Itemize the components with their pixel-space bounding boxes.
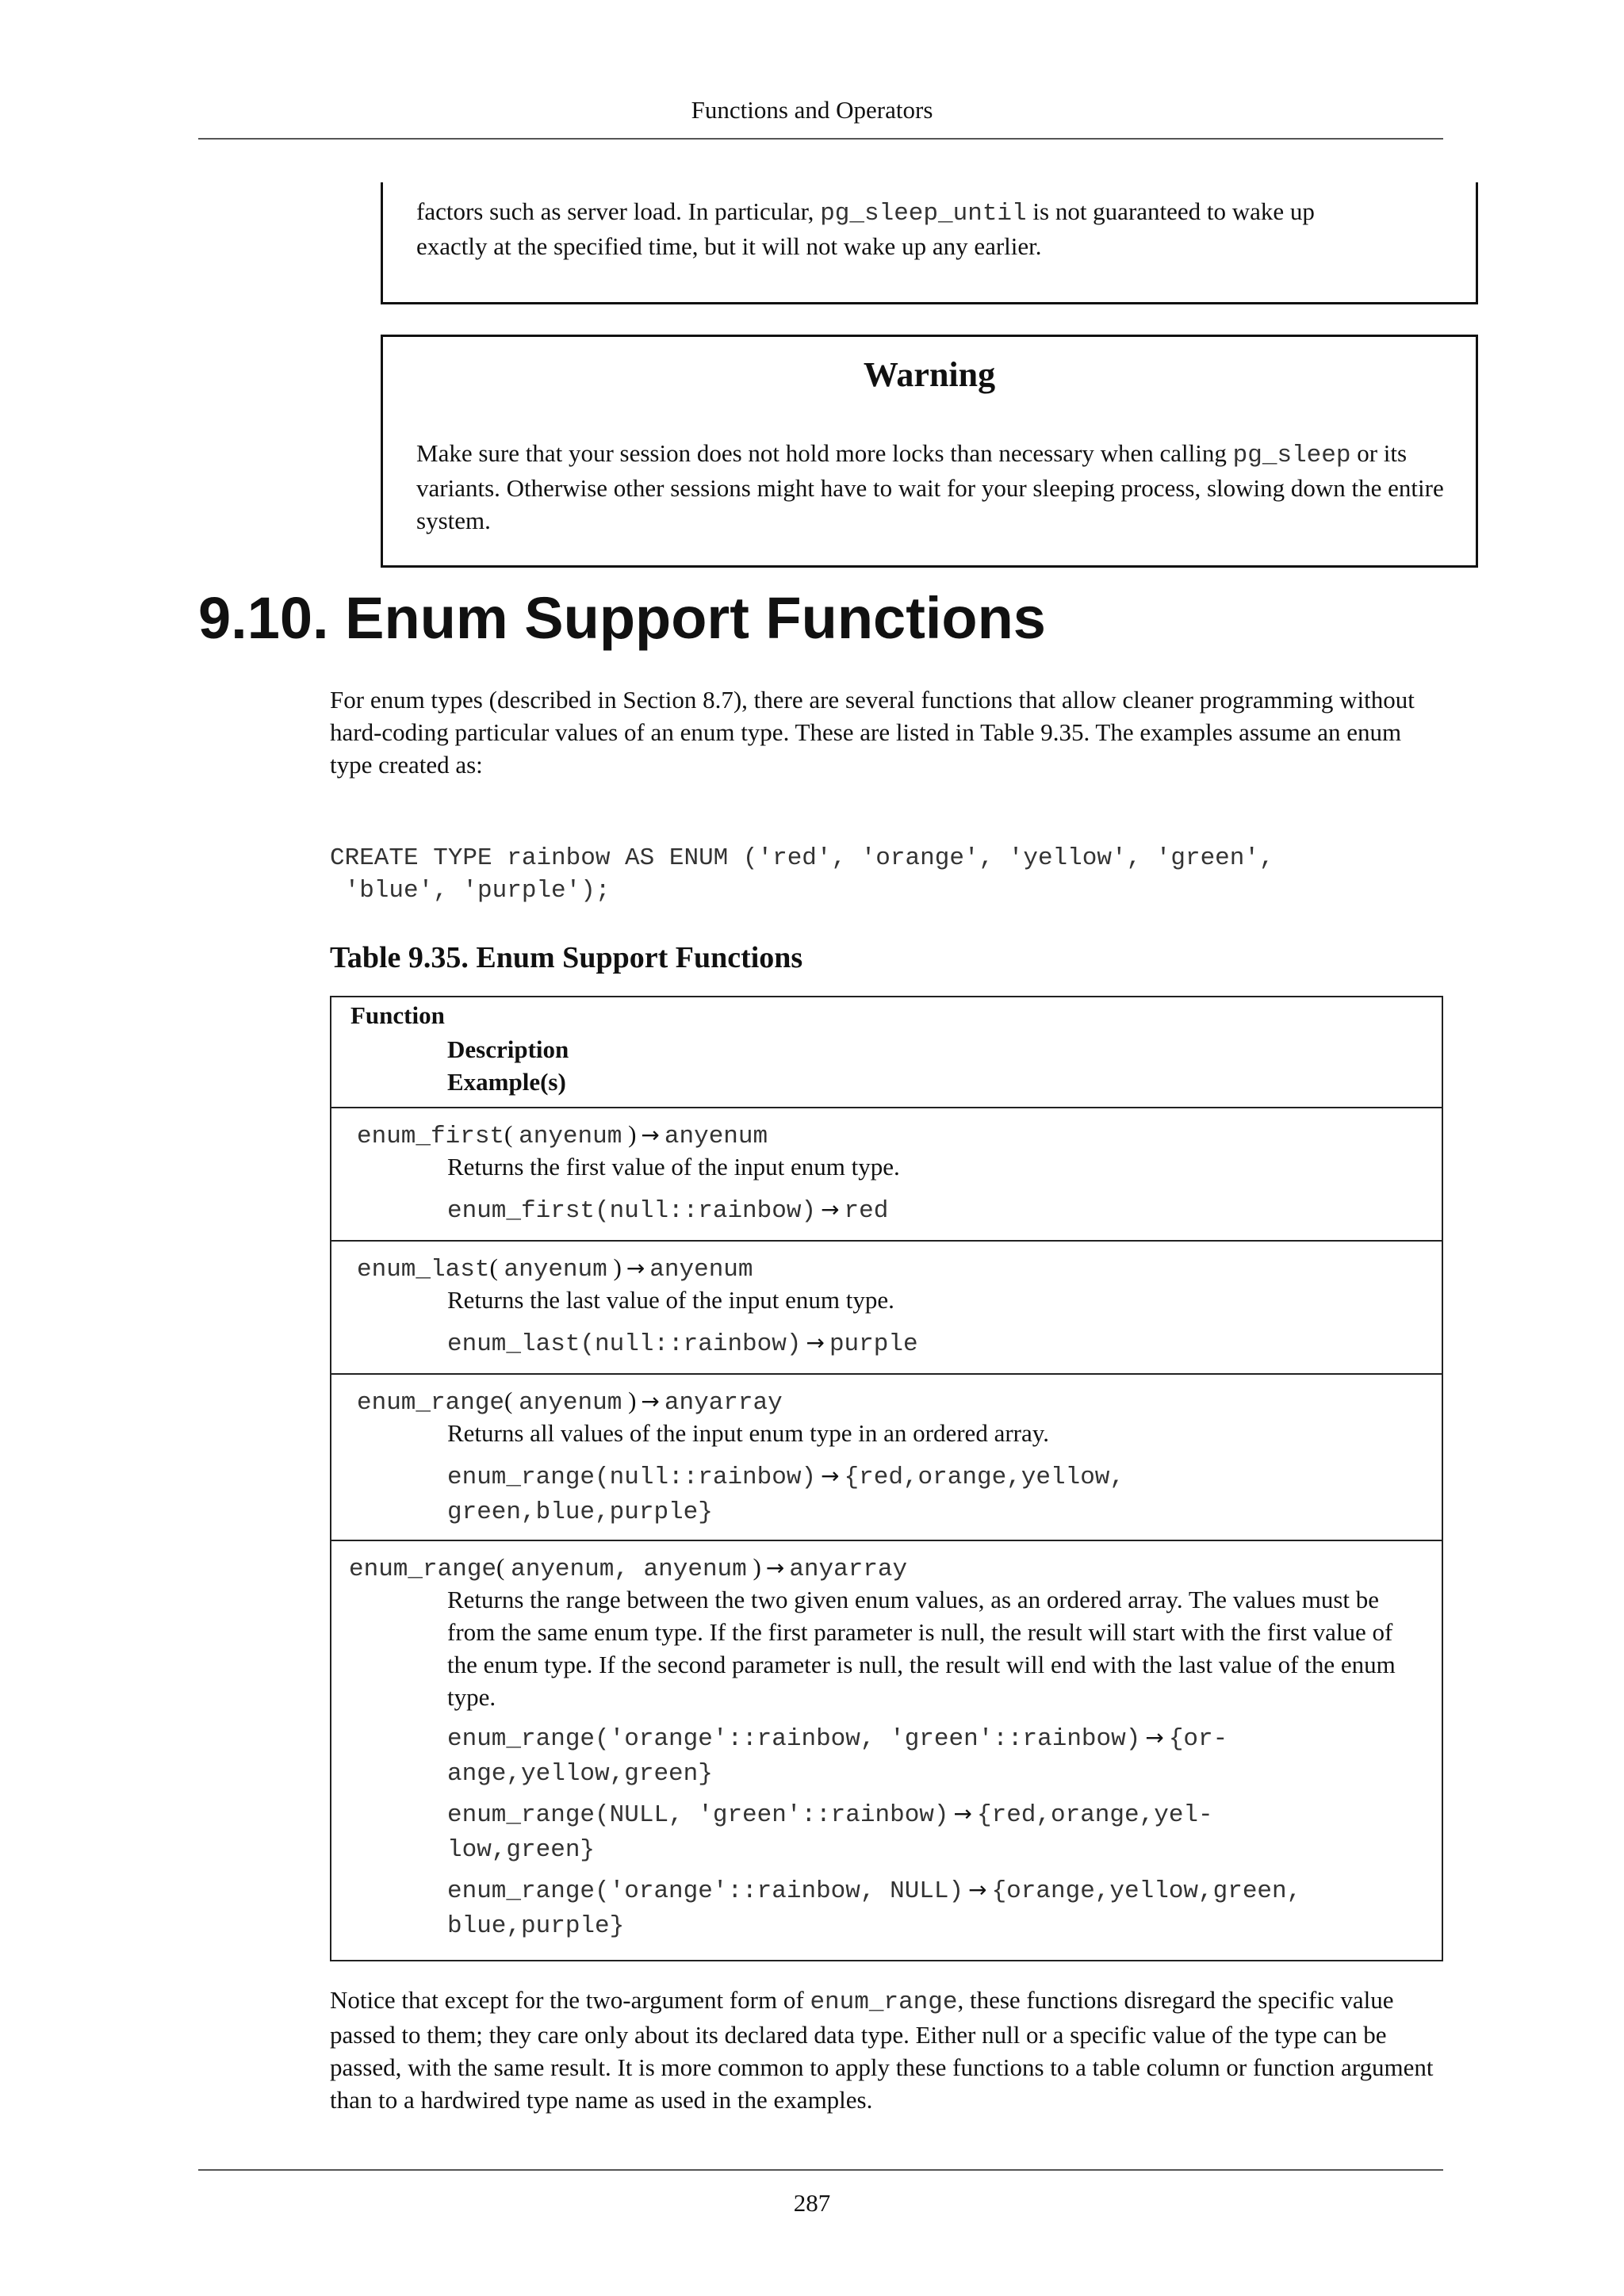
warning-box (381, 335, 1478, 568)
warning-title: Warning (863, 355, 996, 394)
function-description: Returns the last value of the input enum type. (447, 1286, 894, 1314)
arrow-icon: → (641, 1388, 660, 1414)
page-number: 287 (793, 2189, 831, 2217)
close-paren: ) (628, 1387, 637, 1414)
example-result: red (844, 1197, 889, 1225)
function-example (447, 1720, 1418, 1790)
note-box-continued (381, 182, 1478, 304)
outro-paragraph (330, 1984, 1443, 2116)
code-block: CREATE TYPE rainbow AS ENUM ('red', 'orange', 'yellow', 'green', 'blue', 'purple'); (330, 844, 1274, 905)
close-paren: ) (628, 1120, 637, 1148)
arrow-icon: → (641, 1122, 660, 1148)
header-rule (198, 138, 1443, 140)
function-name: enum_range (357, 1389, 505, 1417)
function-example (447, 1326, 1418, 1360)
return-type: anyenum (649, 1256, 753, 1284)
function-name: enum_range (349, 1556, 497, 1583)
return-type: anyarray (664, 1389, 783, 1417)
arrow-icon: → (953, 1800, 972, 1827)
function-name: enum_last (357, 1256, 490, 1284)
example-expression: enum_range(null::rainbow) (447, 1464, 817, 1491)
function-args: anyenum, anyenum (511, 1556, 747, 1583)
table-title: Table 9.35. Enum Support Functions (330, 941, 803, 974)
function-signature (357, 1118, 768, 1153)
table-row (331, 1107, 1442, 1240)
inline-code: pg_sleep (1232, 442, 1351, 469)
example-result-continued: low,green} (447, 1836, 596, 1864)
function-example (447, 1192, 1418, 1227)
running-header: Functions and Operators (691, 96, 933, 124)
note-text-part: exactly at the specified time, but it will not wake up any earlier. (416, 232, 1042, 260)
open-paren: ( (504, 1387, 513, 1414)
arrow-icon: → (765, 1555, 785, 1581)
function-signature (357, 1251, 753, 1286)
note-text-part: factors such as server load. In particular, (416, 197, 821, 225)
function-signature (349, 1551, 907, 1586)
example-result-continued: blue,purple} (447, 1912, 625, 1940)
note-text-part: is not guaranteed to wake up (1026, 197, 1315, 225)
return-type: anyenum (664, 1123, 768, 1150)
warning-text-part: Make sure that your session does not hold more locks than necessary when calling (416, 439, 1233, 467)
example-result: {red,orange,yellow, (844, 1464, 1125, 1491)
function-description: Returns all values of the input enum type in an ordered array. (447, 1419, 1049, 1447)
arrow-icon: → (806, 1330, 825, 1356)
example-result-continued: green,blue,purple} (447, 1498, 713, 1526)
example-result: {orange,yellow,green, (991, 1877, 1302, 1905)
function-description: Returns the first value of the input enum type. (447, 1153, 900, 1181)
header-examples: Example(s) (447, 1068, 566, 1096)
function-signature (357, 1384, 783, 1419)
function-args: anyenum (519, 1389, 622, 1417)
table-row (331, 1373, 1442, 1540)
table-row (331, 1240, 1442, 1373)
arrow-icon: → (968, 1877, 987, 1903)
arrow-icon: → (821, 1196, 840, 1223)
return-type: anyarray (789, 1556, 908, 1583)
function-example (447, 1873, 1418, 1942)
example-expression: enum_range('orange'::rainbow, NULL) (447, 1877, 964, 1905)
table-header (331, 997, 1442, 1107)
outro-text-part: Notice that except for the two-argument form of (330, 1986, 810, 2014)
close-paren: ) (753, 1553, 761, 1581)
footer-rule (198, 2169, 1443, 2171)
function-name: enum_first (357, 1123, 505, 1150)
inline-code: enum_range (810, 1988, 958, 2016)
open-paren: ( (504, 1120, 513, 1148)
enum-functions-table (330, 996, 1443, 1961)
example-expression: enum_last(null::rainbow) (447, 1330, 802, 1358)
example-expression: enum_range('orange'::rainbow, 'green'::rainbow) (447, 1725, 1141, 1753)
function-args: anyenum (519, 1123, 622, 1150)
header-function: Function (350, 1001, 445, 1029)
example-result: {or- (1168, 1725, 1228, 1753)
warning-text (416, 437, 1444, 537)
header-description: Description (447, 1035, 569, 1063)
arrow-icon: → (626, 1255, 645, 1281)
open-paren: ( (496, 1553, 505, 1581)
note-text (416, 195, 1444, 262)
inline-code: pg_sleep_until (820, 200, 1027, 228)
function-description: Returns the range between the two given enum values, as an ordered array. The values must be from the same enum type. If the first parameter is null, the result will start with the first value of the enum type. If the second parameter is null, the result will end with the last value of the enum type. (447, 1586, 1396, 1711)
function-args: anyenum (504, 1256, 607, 1284)
arrow-icon: → (821, 1463, 840, 1489)
close-paren: ) (613, 1253, 622, 1281)
outro-text-part: , these functions disregard the specific value passed to them; they care only about its declared data type. Either null or a specific value of the type can be passed, with the same result. It is more common to apply these functions to a table column or function argument than to a hardwired type name as used in the examples. (330, 1986, 1434, 2114)
example-result: {red,orange,yel- (976, 1801, 1213, 1829)
function-example (447, 1797, 1418, 1866)
example-result-continued: ange,yellow,green} (447, 1760, 713, 1788)
function-example (447, 1459, 1418, 1529)
example-result: purple (829, 1330, 918, 1358)
example-expression: enum_first(null::rainbow) (447, 1197, 817, 1225)
open-paren: ( (489, 1253, 498, 1281)
warning-text-part: or its variants. Otherwise other sessions might have to wait for your sleeping process, slowing down the entire system. (416, 439, 1444, 534)
arrow-icon: → (1145, 1724, 1164, 1751)
section-title: 9.10. Enum Support Functions (198, 585, 1046, 651)
intro-paragraph: For enum types (described in Section 8.7), there are several functions that allow cleaner programming without hard-coding particular values of an enum type. These are listed in Table 9.35. The examples assume an enum type created as: (330, 686, 1415, 779)
example-expression: enum_range(NULL, 'green'::rainbow) (447, 1801, 949, 1829)
table-row (331, 1540, 1442, 1960)
